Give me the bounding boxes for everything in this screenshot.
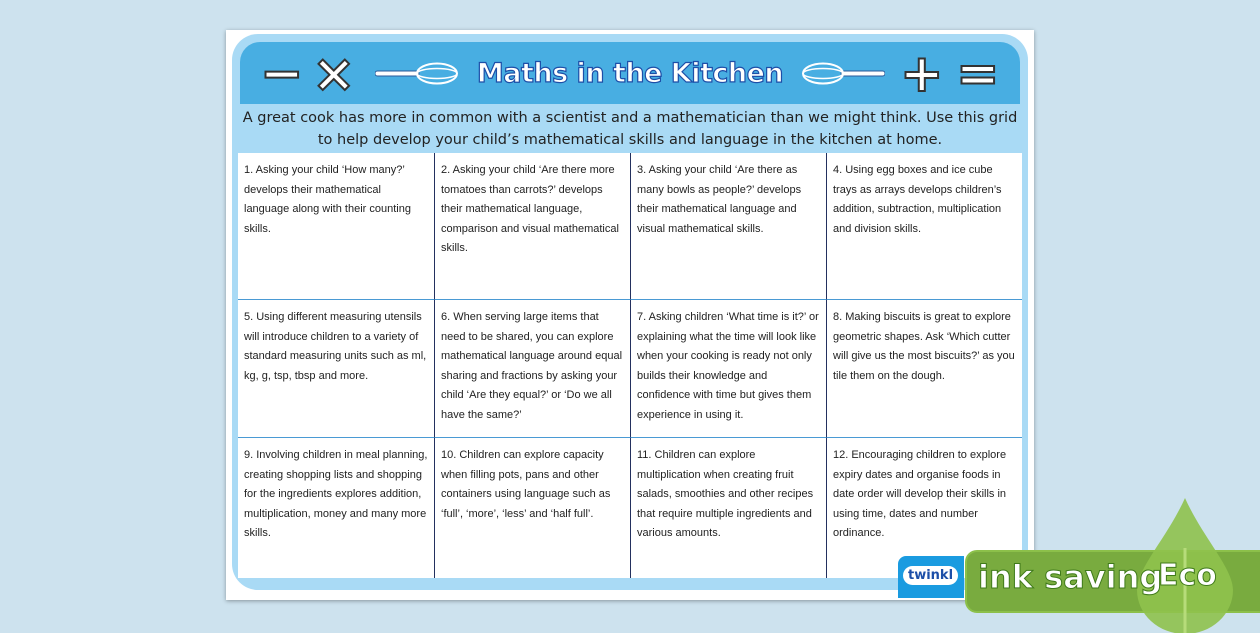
minus-icon: − (260, 44, 304, 104)
tip-cell: 2. Asking your child ‘Are there more tomatoes than carrots?’ develops their mathematical language, comparison and visual mathematical skills. (434, 153, 630, 300)
page-title: Maths in the Kitchen (476, 57, 784, 89)
tip-cell: 10. Children can explore capacity when filling pots, pans and other containers using language such as ‘full’, ‘more’, ‘less’ and ‘half full’. (434, 438, 630, 578)
ink-saving-text: ink saving (978, 558, 1163, 596)
tip-cell: 5. Using different measuring utensils will introduce children to a variety of standard measuring units such as ml, kg, g, tsp, tbsp and more. (238, 300, 434, 438)
tip-cell: 4. Using egg boxes and ice cube trays as arrays develops children’s addition, subtraction, multiplication and division skills. (826, 153, 1022, 300)
resource-preview (226, 30, 1034, 600)
whisk-icon (801, 60, 885, 86)
tip-cell: 12. Encouraging children to explore expiry dates and organise foods in date order will develop their skills in using time, dates and number ordinance. (826, 438, 1022, 578)
poster-header (240, 42, 1020, 104)
eco-label: Eco (1158, 558, 1217, 593)
whisk-icon (375, 60, 459, 86)
tip-cell: 11. Children can explore multiplication when creating fruit salads, smoothies and other recipes that require multiple ingredients and various amounts. (630, 438, 826, 578)
tip-cell: 7. Asking children ‘What time is it?’ or explaining what the time will look like when your cooking is ready not only builds their knowledge and confidence with time but gives them experience in using it. (630, 300, 826, 438)
equals-icon: = (956, 44, 1000, 104)
tip-cell: 9. Involving children in meal planning, creating shopping lists and shopping for the ingredients explores addition, multiplication, money and many more skills. (244, 449, 428, 539)
plus-icon: + (900, 44, 944, 104)
tip-cell: 8. Making biscuits is great to explore geometric shapes. Ask ‘Which cutter will give us the most biscuits?’ as you tile them on the dough. (826, 300, 1022, 438)
multiply-icon: × (312, 44, 356, 104)
twinkl-logo (898, 556, 964, 598)
intro-text: A great cook has more in common with a scientist and a mathematician than we might think. Use this grid to help develop your child’s mathematical skills and language in the kitchen at home. (242, 110, 1018, 148)
logo-text: twinkl (903, 566, 958, 585)
poster-frame (232, 34, 1028, 590)
tips-grid (238, 153, 1022, 578)
tip-cell: 3. Asking your child ‘Are there as many bowls as people?’ develops their mathematical language and visual mathematical skills. (630, 153, 826, 300)
tip-cell: 6. When serving large items that need to be shared, you can explore mathematical language around equal sharing and fractions by asking your child ‘Are they equal?’ or ‘Do we all have the same?’ (434, 300, 630, 438)
tip-cell: 1. Asking your child ‘How many?’ develops their mathematical language along with their counting skills. (238, 153, 434, 300)
